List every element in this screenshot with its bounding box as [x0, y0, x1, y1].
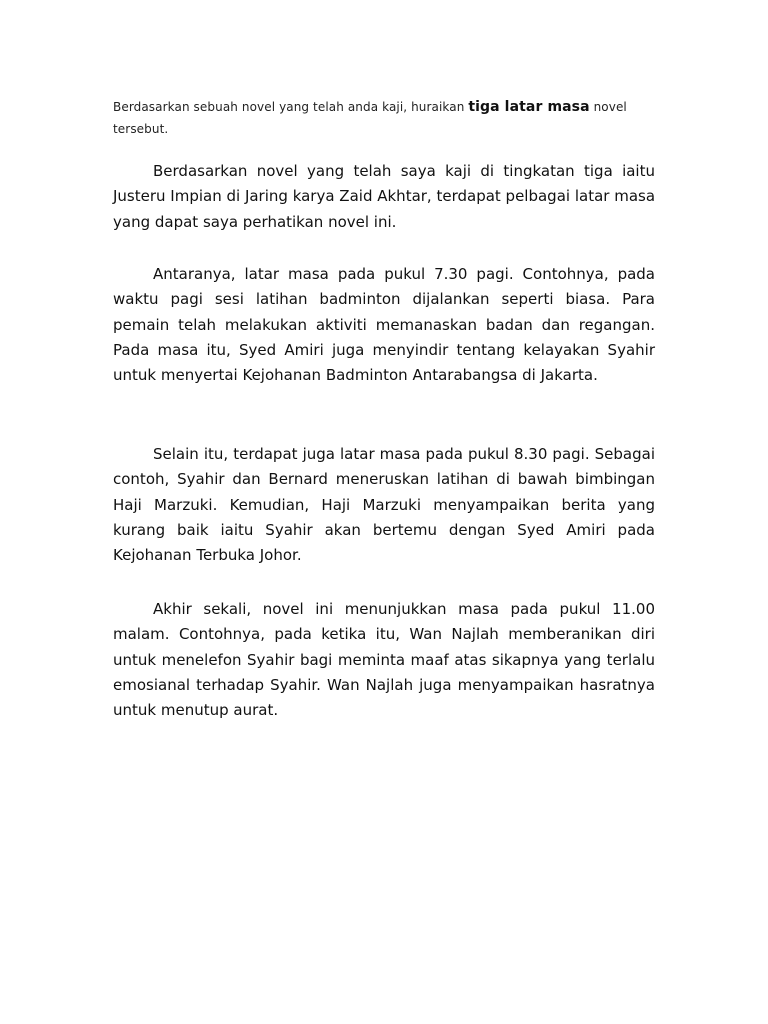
answer-paragraph-second-setting: Selain itu, terdapat juga latar masa pada pukul 8.30 pagi. Sebagai contoh, Syahir dan Bernard meneruskan latihan di bawah bimbingan Haji Marzuki. Kemudian, Haji Marzuki menyampaikan berita yang kurang baik iaitu Syahir akan bertemu dengan Syed Amiri pada Kejohanan Terbuka Johor.	[113, 445, 655, 565]
question-text	[113, 96, 661, 140]
answer-paragraph-first-setting: Antaranya, latar masa pada pukul 7.30 pagi. Contohnya, pada waktu pagi sesi latihan badminton dijalankan seperti biasa. Para pemain telah melakukan aktiviti memanaskan badan dan regangan. Pada masa itu, Syed Amiri juga menyindir tentang kelayakan Syahir untuk menyertai Kejohanan Badminton Antarabangsa di Jakarta.	[113, 265, 655, 385]
question-prefix: Berdasarkan sebuah novel yang telah anda kaji, huraikan	[113, 100, 465, 114]
question-emphasis: tiga latar masa	[468, 99, 590, 115]
answer-paragraph-third-setting: Akhir sekali, novel ini menunjukkan masa pada pukul 11.00 malam. Contohnya, pada ketika itu, Wan Najlah memberanikan diri untuk menelefon Syahir bagi meminta maaf atas sikapnya yang terlalu emosianal terhadap Syahir. Wan Najlah juga menyampaikan hasratnya untuk menutup aurat.	[113, 600, 655, 720]
question-suffix: novel tersebut.	[113, 100, 627, 136]
answer-paragraph-intro: Berdasarkan novel yang telah saya kaji di tingkatan tiga iaitu Justeru Impian di Jaring karya Zaid Akhtar, terdapat pelbagai latar masa yang dapat saya perhatikan novel ini.	[113, 162, 656, 231]
